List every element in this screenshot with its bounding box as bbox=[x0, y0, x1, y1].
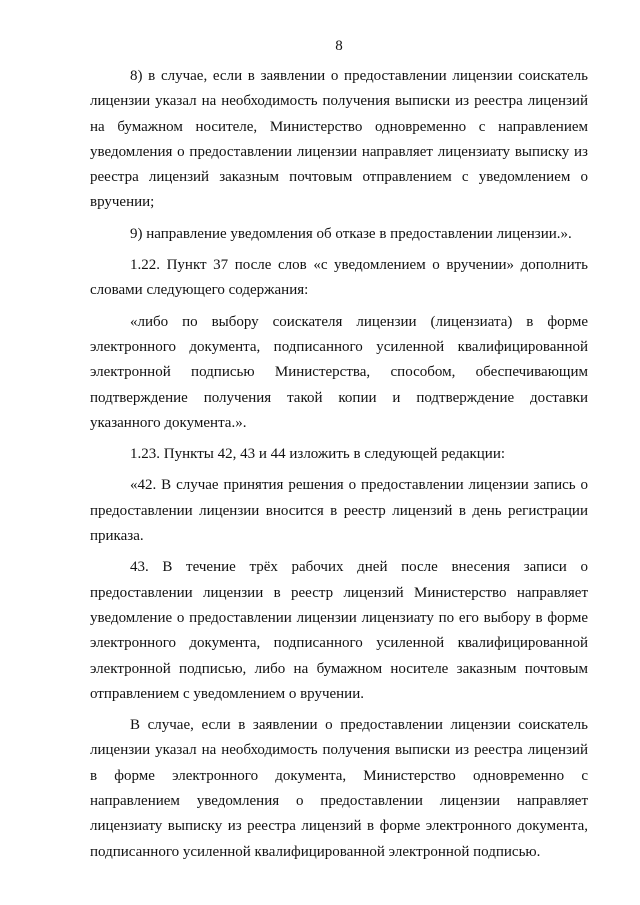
paragraph-amendment-1-22: 1.22. Пункт 37 после слов «с уведомлением о вручении» дополнить словами следующего содержания: bbox=[90, 257, 588, 299]
page-number: 8 bbox=[335, 38, 343, 54]
paragraph-clause-42: «42. В случае принятия решения о предоставлении лицензии запись о предоставлении лицензии вносится в реестр лицензий в день регистрации приказа. bbox=[90, 477, 588, 545]
paragraph-clause-43: 43. В течение трёх рабочих дней после внесения записи о предоставлении лицензии в реестр лицензий Министерство направляет уведомление о предоставлении лицензии лицензиату по его выбору в форме электронного документа, подписанного усиленной квалифицированной электронной подписью, либо на бумажном носителе заказным почтовым отправлением с уведомлением о вручении. bbox=[90, 559, 588, 702]
paragraph-quoted-addition: «либо по выбору соискателя лицензии (лицензиата) в форме электронного документа, подписанного усиленной квалифицированной электронной подписью Министерства, способом, обеспечивающим подтверждение получения такой копии и подтверждение доставки указанного документа.». bbox=[90, 313, 588, 431]
paragraph-item-8: 8) в случае, если в заявлении о предоставлении лицензии соискатель лицензии указал на необходимость получения выписки из реестра лицензий на бумажном носителе, Министерство одновременно с направлением уведомления о предоставлении лицензии направляет лицензиату выписку из реестра лицензий заказным почтовым отправлением с уведомлением о вручении; bbox=[90, 68, 588, 211]
paragraph-item-9: 9) направление уведомления об отказе в предоставлении лицензии.». bbox=[130, 225, 572, 242]
paragraph-amendment-1-23: 1.23. Пункты 42, 43 и 44 изложить в следующей редакции: bbox=[130, 446, 506, 463]
paragraph-clause-43-extract: В случае, если в заявлении о предоставлении лицензии соискатель лицензии указал на необходимость получения выписки из реестра лицензий в форме электронного документа, Министерство одновременно с направлением уведомления о предоставлении лицензии направляет лицензиату выписку из реестра лицензий в форме электронного документа, подписанного усиленной квалифицированной электронной подписью. bbox=[90, 717, 588, 860]
